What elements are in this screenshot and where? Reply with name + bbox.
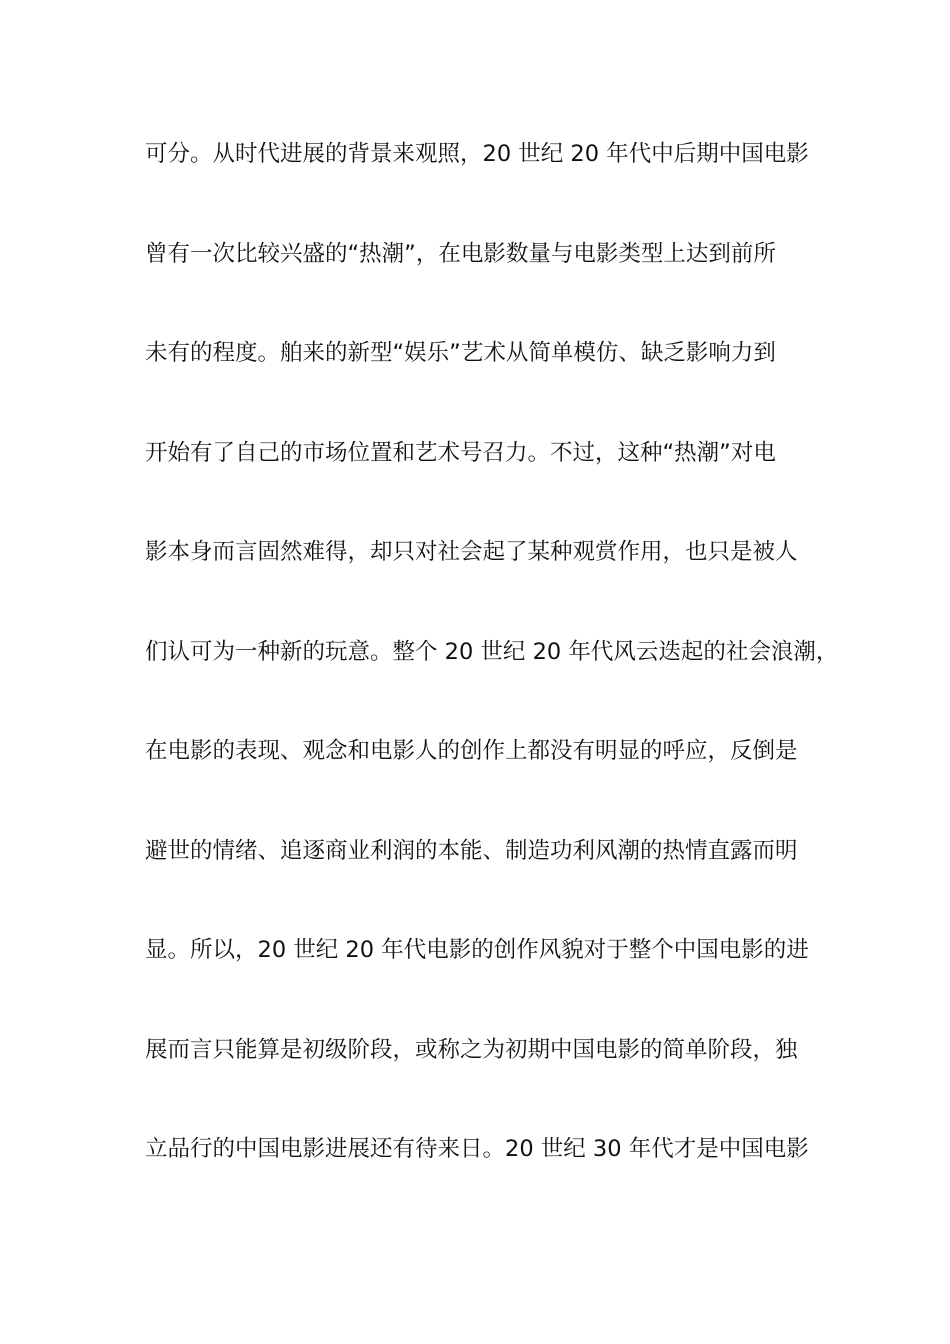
text-line: 在电影的表现、观念和电影人的创作上都没有明显的呼应，反倒是: [145, 738, 798, 764]
text-line: 影本身而言固然难得，却只对社会起了某种观赏作用，也只是被人: [145, 539, 798, 565]
text-line: 曾有一次比较兴盛的“热潮”，在电影数量与电影类型上达到前所: [145, 240, 776, 267]
text-line: 展而言只能算是初级阶段，或称之为初期中国电影的简单阶段，独: [145, 1036, 798, 1063]
text-line: 立品行的中国电影进展还有待来日。20 世纪 30 年代才是中国电影: [145, 1136, 809, 1162]
text-line: 们认可为一种新的玩意。整个 20 世纪 20 年代风云迭起的社会浪潮，: [145, 638, 839, 665]
text-line: 避世的情绪、追逐商业利润的本能、制造功利风潮的热情直露而明: [145, 837, 798, 864]
text-line: 未有的程度。舶来的新型“娱乐”艺术从简单模仿、缺乏影响力到: [145, 340, 776, 366]
text-line: 显。所以，20 世纪 20 年代电影的创作风貌对于整个中国电影的进: [145, 937, 809, 963]
text-line: 可分。从时代进展的背景来观照，20 世纪 20 年代中后期中国电影: [145, 141, 809, 167]
text-line: 开始有了自己的市场位置和艺术号召力。不过，这种“热潮”对电: [145, 439, 776, 466]
body-text: [145, 130, 839, 1225]
